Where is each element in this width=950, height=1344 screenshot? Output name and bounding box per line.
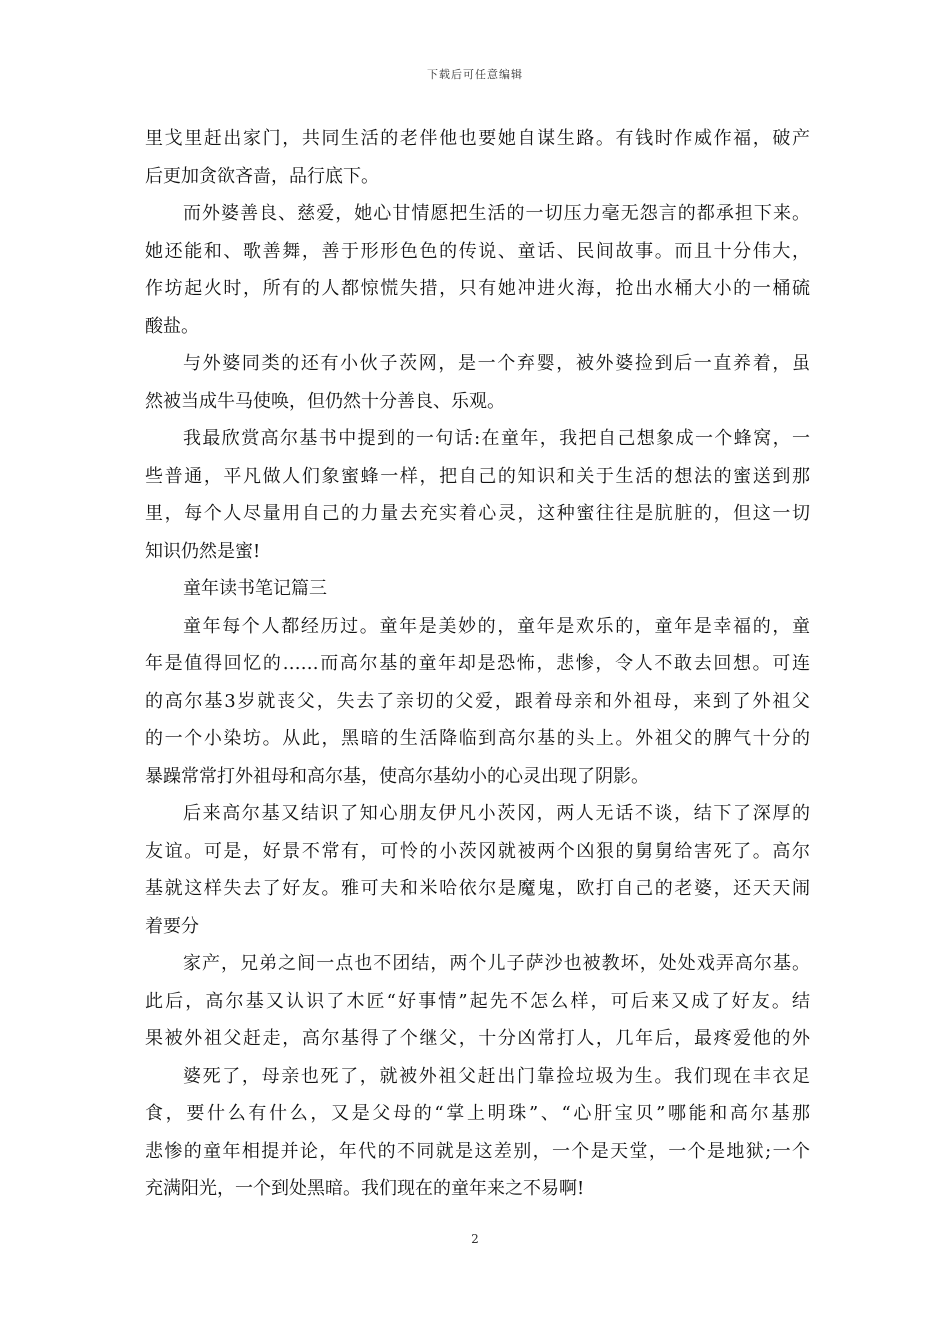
text-line: 后来高尔基又结识了知心朋友伊凡小茨冈，两人无话不谈，结下了深厚的 [183, 803, 810, 824]
text-line: 童年每个人都经历过。童年是美妙的，童年是欢乐的，童年是幸福的，童 [183, 615, 810, 637]
text-line: 的高尔基3岁就丧父，失去了亲切的父爱，跟着母亲和外祖母，来到了外祖父 [145, 690, 810, 712]
text-line: 充满阳光，一个到处黑暗。我们现在的童年来之不易啊! [145, 1178, 585, 1199]
text-line: 果被外祖父赶走，高尔基得了个继父，十分凶常打人，几年后，最疼爱他的外 [145, 1028, 810, 1049]
page-header: 下载后可任意编辑 [427, 68, 523, 81]
text-line: 此后，高尔基又认识了木匠“好事情”起先不怎么样，可后来又成了好友。结 [145, 990, 810, 1012]
text-line: 友谊。可是，好景不常有，可怜的小茨冈就被两个凶狠的舅舅给害死了。高尔 [145, 840, 810, 862]
text-line: 暴躁常常打外祖母和高尔基，使高尔基幼小的心灵出现了阴影。 [145, 765, 649, 787]
text-line: 然被当成牛马使唤，但仍然十分善良、乐观。 [145, 390, 505, 412]
text-line: 悲惨的童年相提并论，年代的不同就是这差别，一个是天堂，一个是地狱;一个 [145, 1140, 810, 1162]
text-line: 些普通，平凡做人们象蜜蜂一样，把自己的知识和关于生活的想法的蜜送到那 [145, 465, 810, 487]
text-line: 知识仍然是蜜! [145, 540, 261, 562]
text-line: 作坊起火时，所有的人都惊慌失措，只有她冲进火海，抢出水桶大小的一桶硫 [145, 278, 810, 299]
text-line: 的一个小染坊。从此，黑暗的生活降临到高尔基的头上。外祖父的脾气十分的 [145, 728, 810, 749]
text-line: 与外婆同类的还有小伙子茨网，是一个弃婴，被外婆捡到后一直养着，虽 [183, 353, 810, 374]
text-line: 里，每个人尽量用自己的力量去充实着心灵，这种蜜往往是肮脏的，但这一切 [145, 503, 810, 524]
text-line: 年是值得回忆的……而高尔基的童年却是恐怖，悲惨，令人不敢去回想。可连 [145, 653, 810, 674]
text-line: 童年读书笔记篇三 [183, 578, 327, 599]
text-line: 食，要什么有什么，又是父母的“掌上明珠”、“心肝宝贝”哪能和高尔基那 [145, 1103, 810, 1124]
text-line: 基就这样失去了好友。雅可夫和米哈依尔是魔鬼，欧打自己的老婆，还天天闹 [145, 878, 810, 899]
text-line: 而外婆善良、慈爱，她心甘情愿把生活的一切压力毫无怨言的都承担下来。 [183, 203, 810, 224]
text-line: 家产，兄弟之间一点也不团结，两个儿子萨沙也被教坏，处处戏弄高尔基。 [183, 953, 810, 974]
document-body [145, 120, 810, 1208]
text-line: 婆死了，母亲也死了，就被外祖父赶出门靠捡垃圾为生。我们现在丰衣足 [183, 1065, 810, 1087]
page-number: 2 [471, 1232, 479, 1246]
text-line: 里戈里赶出家门，共同生活的老伴他也要她自谋生路。有钱时作威作福，破产 [145, 128, 810, 149]
text-line: 后更加贪欲吝啬，品行底下。 [145, 165, 379, 187]
text-line: 我最欣赏高尔基书中提到的一句话:在童年，我把自己想象成一个蜂窝，一 [183, 428, 810, 449]
text-line: 她还能和、歌善舞，善于形形色色的传说、童话、民间故事。而且十分伟大， [145, 240, 810, 262]
text-line: 着要分 [145, 915, 199, 937]
text-line: 酸盐。 [145, 315, 199, 337]
